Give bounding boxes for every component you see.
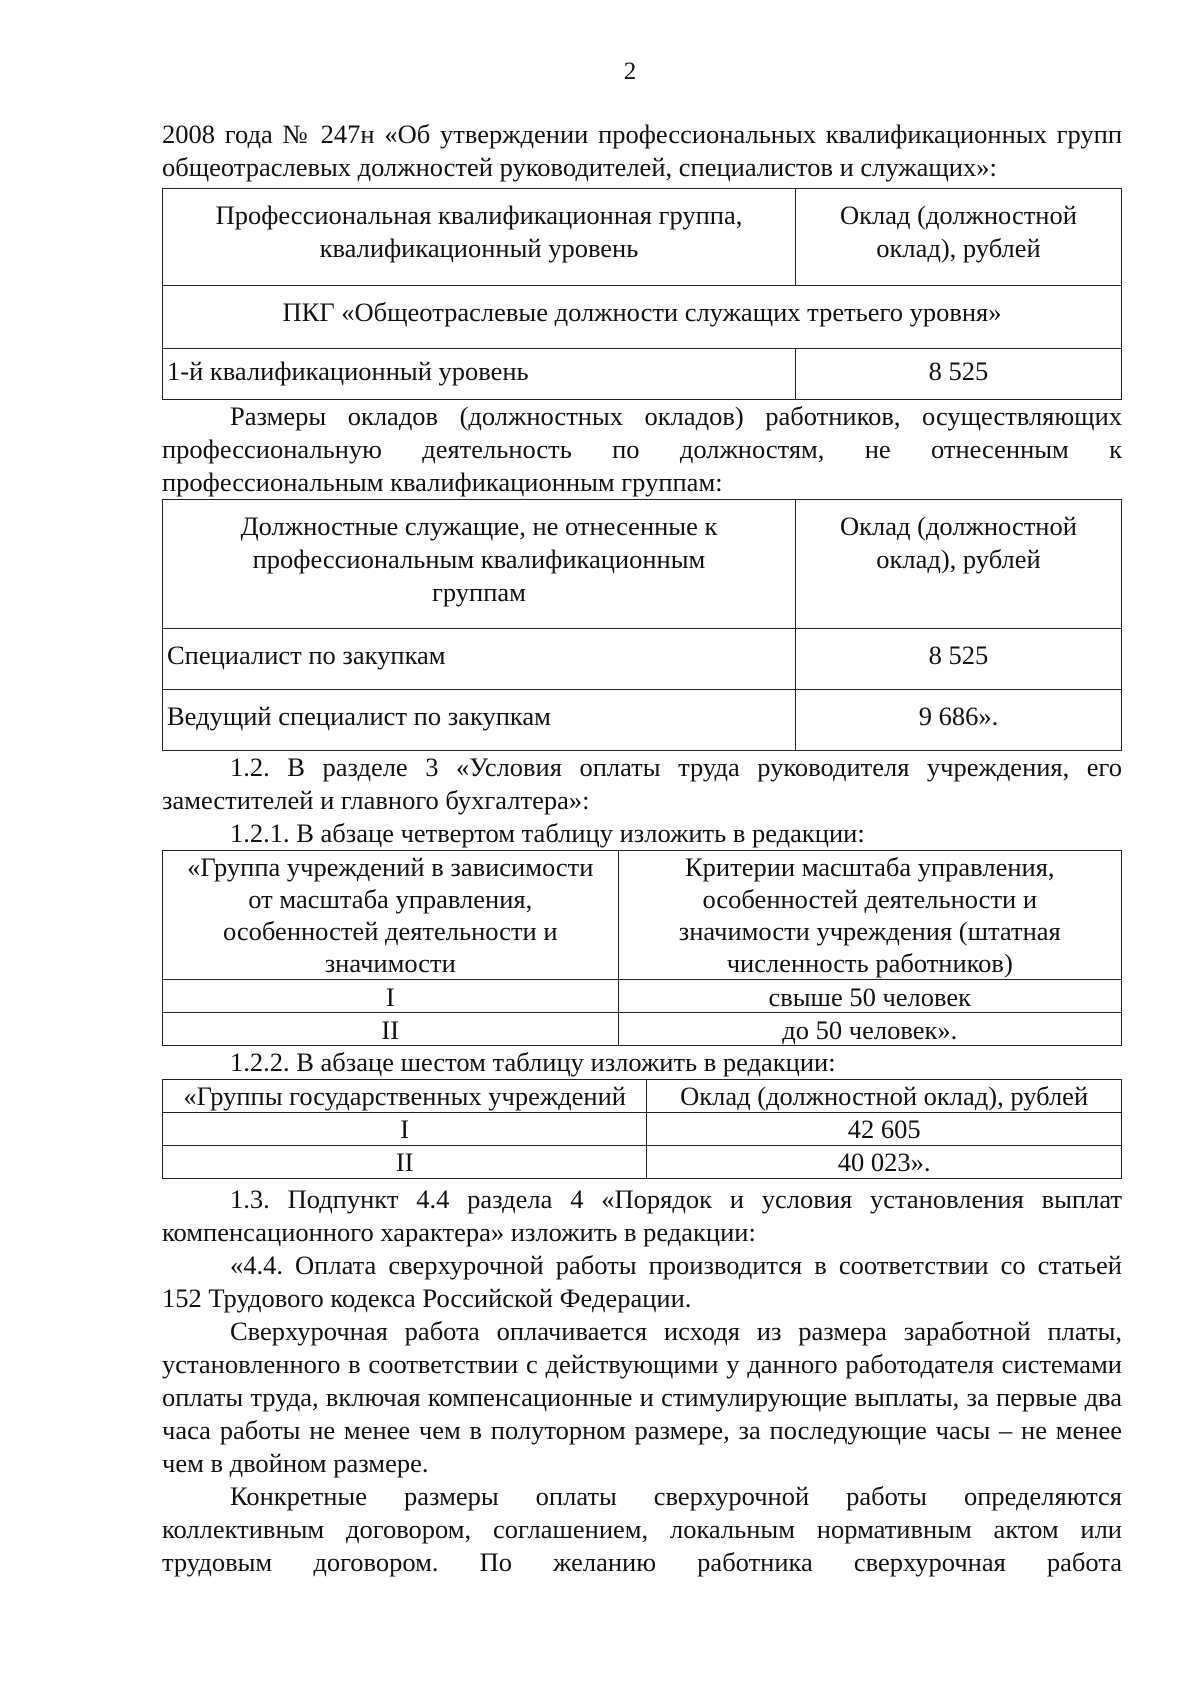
column-header: Профессиональная квалификационная группа, квалификационный уровень — [163, 189, 796, 286]
column-header: Должностные служащие, не отнесенные к профессиональным квалификационным группам — [163, 500, 796, 629]
paragraph-specific-sizes: Конкретные размеры оплаты сверхурочной работы определяются коллективным договором, соглашением, локальным нормативным актом или трудовым договором. По желанию работника сверхурочная работа — [162, 1481, 1122, 1577]
group-number: II — [163, 1013, 619, 1046]
table-header-row — [163, 500, 1122, 629]
table-row — [163, 1113, 1122, 1146]
table-header-row — [163, 189, 1122, 286]
table-row — [163, 1013, 1122, 1046]
page-number: 2 — [623, 58, 637, 85]
document-body — [162, 118, 1122, 1579]
table-row — [163, 690, 1122, 751]
table-row — [163, 629, 1122, 690]
column-header: «Группы государственных учреждений — [163, 1080, 647, 1113]
position-name: Ведущий специалист по закупкам — [163, 690, 796, 751]
table-band-row — [163, 286, 1122, 349]
paragraph-1-2-1: 1.2.1. В абзаце четвертом таблицу изложить в редакции: — [230, 818, 865, 848]
column-header: Оклад (должностной оклад), рублей — [795, 500, 1121, 629]
group-band: ПКГ «Общеотраслевые должности служащих третьего уровня» — [163, 286, 1122, 349]
table-non-pkg-positions — [162, 499, 1122, 751]
table-institution-groups — [162, 850, 1122, 1046]
table-header-row — [163, 851, 1122, 980]
paragraph-4-4: «4.4. Оплата сверхурочной работы производится в соответствии со статьей 152 Трудового кодекса Российской Федерации. — [162, 1250, 1122, 1313]
paragraph-1-2-2: 1.2.2. В абзаце шестом таблицу изложить в редакции: — [230, 1047, 836, 1077]
table-row — [163, 349, 1122, 400]
salary-value: 9 686». — [795, 690, 1121, 751]
salary-value: 40 023». — [647, 1146, 1122, 1179]
table-row — [163, 1146, 1122, 1179]
group-number: II — [163, 1146, 647, 1179]
paragraph-overtime: Сверхурочная работа оплачивается исходя из размера заработной платы, установленного в соответствии с действующими у данного работодателя системами оплаты труда, включая компенсационные и стимулирующие выплаты, за первые два часа работы не менее чем в полуторном размере, за последующие часы – не менее чем в двойном размере. — [162, 1316, 1122, 1478]
table-pkg-third-level — [162, 188, 1122, 400]
table-state-institution-salaries — [162, 1079, 1122, 1179]
salary-value: 8 525 — [795, 629, 1121, 690]
table-row — [163, 980, 1122, 1013]
column-header: Оклад (должностной оклад), рублей — [795, 189, 1121, 286]
table-header-row — [163, 1080, 1122, 1113]
column-header: Оклад (должностной оклад), рублей — [647, 1080, 1122, 1113]
column-header: «Группа учреждений в зависимости от масштаба управления, особенностей деятельности и значимости — [163, 851, 619, 980]
paragraph-1-3: 1.3. Подпункт 4.4 раздела 4 «Порядок и условия установления выплат компенсационного характера» изложить в редакции: — [162, 1184, 1122, 1247]
level-name: 1-й квалификационный уровень — [163, 349, 796, 400]
sizes-paragraph: Размеры окладов (должностных окладов) работников, осуществляющих профессиональную деятельность по должностям, не отнесенным к профессиональным квалификационным группам: — [162, 401, 1122, 497]
paragraph-1-2: 1.2. В разделе 3 «Условия оплаты труда руководителя учреждения, его заместителей и главного бухгалтера»: — [162, 752, 1122, 815]
criterion-value: до 50 человек». — [618, 1013, 1121, 1046]
position-name: Специалист по закупкам — [163, 629, 796, 690]
group-number: I — [163, 1113, 647, 1146]
group-number: I — [163, 980, 619, 1013]
column-header: Критерии масштаба управления, особенностей деятельности и значимости учреждения (штатная численность работников) — [618, 851, 1121, 980]
criterion-value: свыше 50 человек — [618, 980, 1121, 1013]
salary-value: 42 605 — [647, 1113, 1122, 1146]
intro-paragraph: 2008 года № 247н «Об утверждении профессиональных квалификационных групп общеотраслевых должностей руководителей, специалистов и служащих»: — [162, 119, 1122, 182]
salary-value: 8 525 — [795, 349, 1121, 400]
